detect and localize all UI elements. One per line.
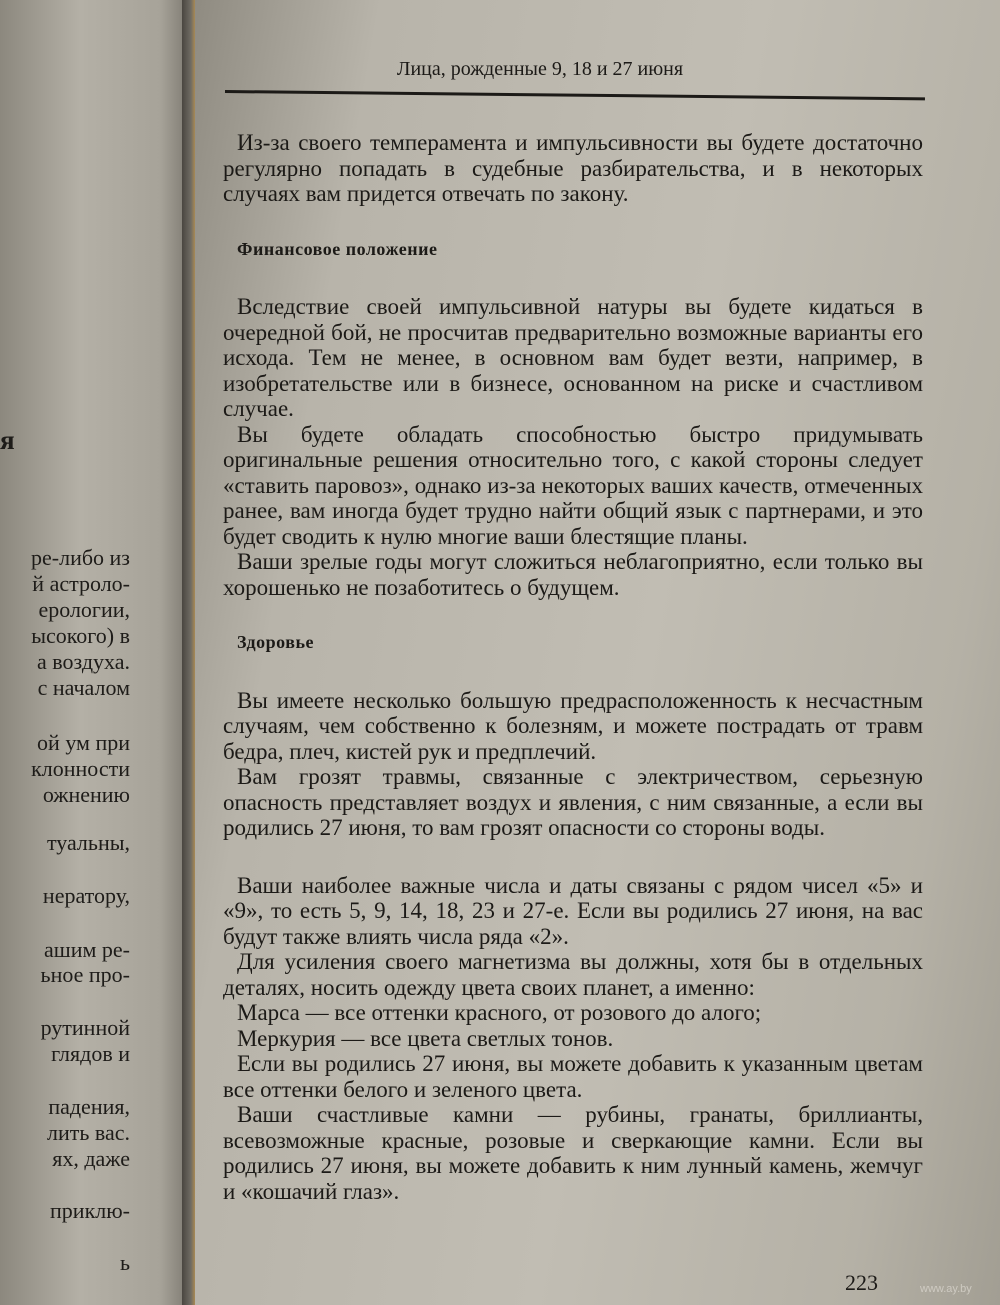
left-page-line: ашим ре- bbox=[44, 937, 130, 962]
paragraph-numbers-4: Ваши счастливые камни — рубины, гранаты, бриллианты, всевозможные красные, розовые и сверкающие камни. Если вы родились 27 июня, вы можете добавить к ним лунный камень, жемчуг и «кошачий глаз». bbox=[223, 1102, 923, 1204]
left-page-line: а воздуха. bbox=[37, 649, 130, 674]
left-page-line: ьное про- bbox=[40, 962, 130, 987]
left-page-line: ожнению bbox=[42, 782, 130, 807]
watermark: www.ay.by bbox=[920, 1283, 972, 1295]
paragraph-finance-2: Вы будете обладать способностью быстро придумывать оригинальные решения относительно того, с какой стороны следует «ставить паровоз», однако из-за некоторых ваших качеств, отмеченных ранее, вам иногда будет трудно найти общий язык с партнерами, и это будет сводить к нулю многие ваши блестящие планы. bbox=[223, 421, 923, 549]
left-page-line: глядов и bbox=[51, 1041, 130, 1066]
paragraph-health-2: Вам грозят травмы, связанные с электричеством, серьезную опасность представляет воздух и явления, с ним связанные, а если вы родились 27 июня, то вам грозят опасности со стороны воды. bbox=[223, 764, 923, 840]
heading-health: Здоровье bbox=[237, 632, 314, 652]
section-gap bbox=[223, 841, 923, 873]
left-page-line: ях, даже bbox=[52, 1146, 130, 1171]
paragraph-intro: Из-за своего темперамента и импульсивности вы будете достаточно регулярно попадать в судебные разбирательства, и в некоторых случаях вам придется отвечать по закону. bbox=[223, 130, 923, 206]
left-page-line: клонности bbox=[31, 756, 130, 781]
left-page-heading-fragment: я bbox=[0, 425, 15, 455]
line-mercury: Меркурия — все цвета светлых тонов. bbox=[237, 1025, 614, 1051]
paragraph-numbers-1: Ваши наиболее важные числа и даты связаны с рядом чисел «5» и «9», то есть 5, 9, 14, 18, 23 и 27-е. Если вы родились 27 июня, на вас будут также влиять числа ряда «2». bbox=[223, 872, 923, 949]
header-rule bbox=[225, 90, 925, 100]
heading-finance: Финансовое положение bbox=[237, 238, 438, 259]
left-page-line: падения, bbox=[48, 1094, 130, 1119]
left-page-line: туальны, bbox=[46, 830, 130, 855]
left-page-line: ой ум при bbox=[37, 730, 130, 755]
right-page bbox=[195, 0, 1000, 1305]
left-page-line: ерологии, bbox=[38, 597, 130, 622]
left-page bbox=[0, 0, 200, 1305]
left-page-line: лить вас. bbox=[46, 1120, 130, 1145]
page-number: 223 bbox=[845, 1270, 878, 1295]
line-mars: Марса — все оттенки красного, от розового до алого; bbox=[237, 1000, 762, 1025]
paragraph-health-1: Вы имеете несколько большую предрасположенность к несчастным случаям, чем собственно к болезням, и можете пострадать от травм бедра, плеч, кистей рук и предплечий. bbox=[223, 687, 923, 764]
body-text bbox=[223, 130, 923, 1204]
left-page-line: приклю- bbox=[50, 1198, 130, 1223]
paragraph-numbers-2: Для усиления своего магнетизма вы должны, хотя бы в отдельных деталях, носить одежду цвета своих планет, а именно: bbox=[223, 949, 923, 1000]
paragraph-finance-1: Вследствие своей импульсивной натуры вы будете кидаться в очередной бой, не просчитав предварительно возможные варианты его исхода. Тем не менее, в основном вам будет везти, например, в изобретательстве или в бизнесе, основанном на риске и счастливом случае. bbox=[223, 294, 923, 421]
left-page-line: ысокого) в bbox=[31, 623, 130, 648]
left-page-line: рутинной bbox=[40, 1015, 130, 1040]
left-page-line: с началом bbox=[37, 675, 130, 700]
left-page-line: ь bbox=[119, 1250, 130, 1275]
paragraph-finance-3: Ваши зрелые годы могут сложиться неблагоприятно, если только вы хорошенько не позаботитесь о будущем. bbox=[223, 549, 923, 600]
paragraph-numbers-3: Если вы родились 27 июня, вы можете добавить к указанным цветам все оттенки белого и зеленого цвета. bbox=[223, 1051, 923, 1102]
left-page-line: нератору, bbox=[42, 883, 130, 908]
left-page-line: й астроло- bbox=[32, 571, 130, 596]
running-head: Лица, рожденные 9, 18 и 27 июня bbox=[396, 58, 684, 80]
left-page-line: ре-либо из bbox=[31, 545, 130, 570]
